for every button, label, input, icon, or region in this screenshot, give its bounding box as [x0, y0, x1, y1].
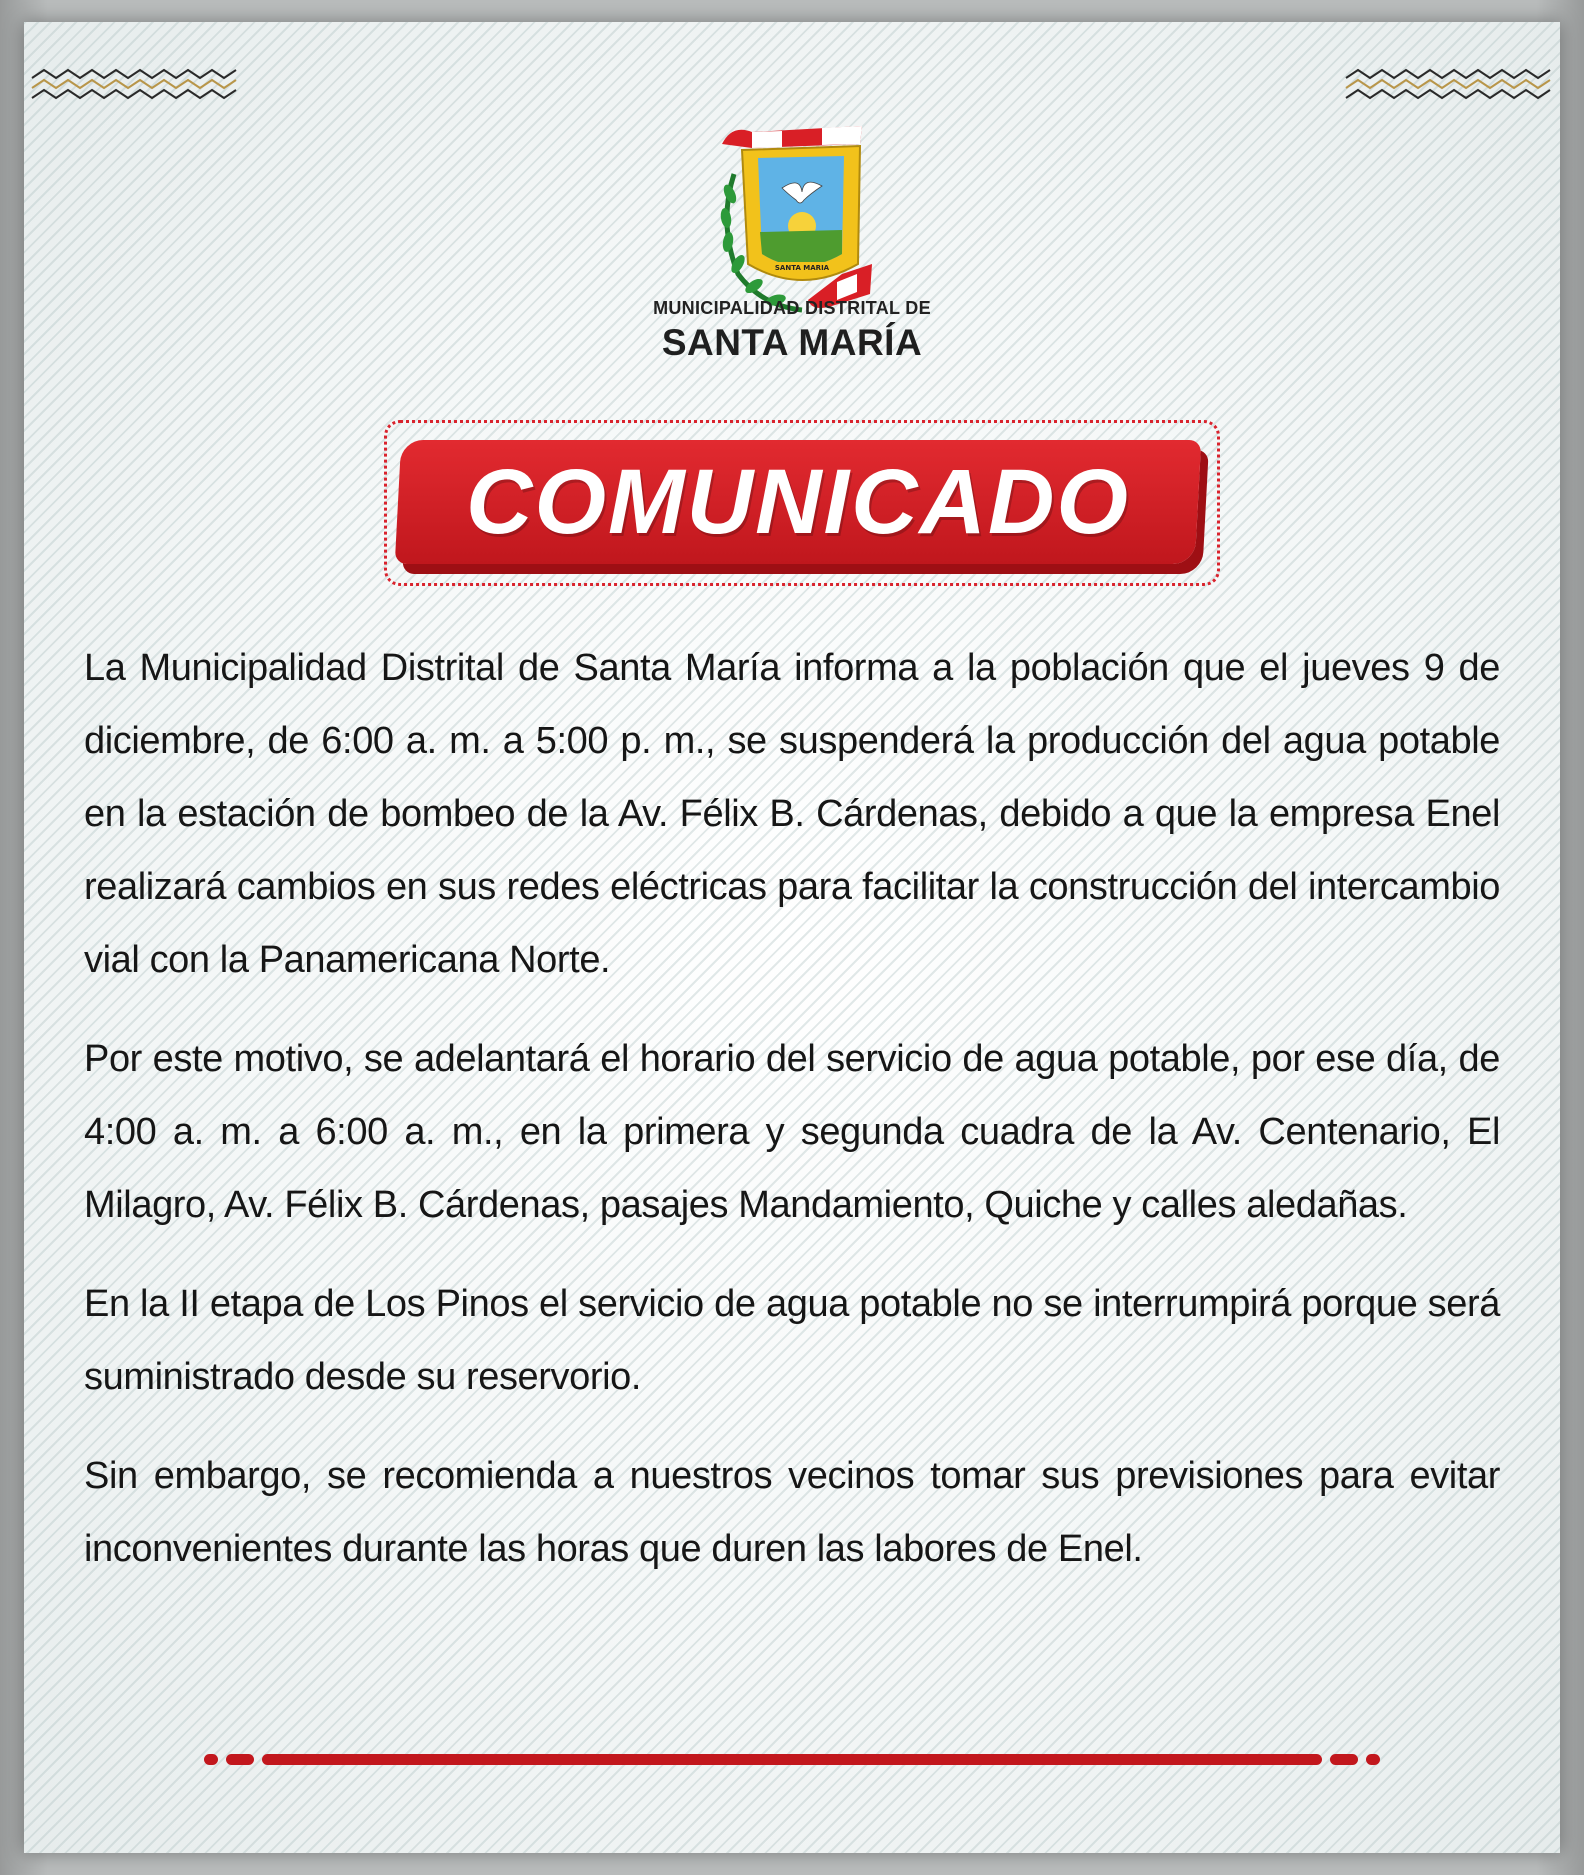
announcement-body	[84, 632, 1500, 1612]
bottom-divider	[204, 1754, 1384, 1766]
divider-dot-right	[1366, 1754, 1380, 1765]
zigzag-ornament-right	[1344, 66, 1554, 102]
paragraph-1: La Municipalidad Distrital de Santa María informa a la población que el jueves 9 de diciembre, de 6:00 a. m. a 5:00 p. m., se suspenderá la producción del agua potable en la estación de bombeo de la Av. Félix B. Cárdenas, debido a que la empresa Enel realizará cambios en sus redes eléctricas para facilitar la construcción del intercambio vial con la Panamericana Norte.	[84, 647, 1500, 981]
divider-dash-right	[1330, 1754, 1358, 1765]
municipality-name: SANTA MARÍA	[661, 322, 923, 363]
zigzag-ornament-left	[30, 66, 240, 102]
municipality-prefix: MUNICIPALIDAD DISTRITAL DE	[653, 298, 931, 318]
paragraph-2: Por este motivo, se adelantará el horario del servicio de agua potable, por ese día, de 4:00 a. m. a 6:00 a. m., en la primera y segunda cuadra de la Av. Centenario, El Milagro, Av. Félix B. Cárdenas, pasajes Mandamiento, Quiche y calles aledañas.	[84, 1038, 1500, 1226]
divider-dot-left	[204, 1754, 218, 1765]
municipal-coat-of-arms-icon	[712, 114, 882, 314]
announcement-page	[24, 22, 1560, 1853]
paragraph-3: En la II etapa de Los Pinos el servicio de agua potable no se interrumpirá porque será suministrado desde su reservorio.	[84, 1283, 1500, 1398]
paragraph-4: Sin embargo, se recomienda a nuestros vecinos tomar sus previsiones para evitar inconvenientes durante las horas que duren las labores de Enel.	[84, 1455, 1500, 1570]
comunicado-banner	[384, 420, 1224, 592]
divider-main-bar	[262, 1754, 1322, 1765]
banner-title: COMUNICADO	[466, 450, 1130, 553]
divider-dash-left	[226, 1754, 254, 1765]
svg-text:SANTA MARIA: SANTA MARIA	[774, 264, 830, 272]
